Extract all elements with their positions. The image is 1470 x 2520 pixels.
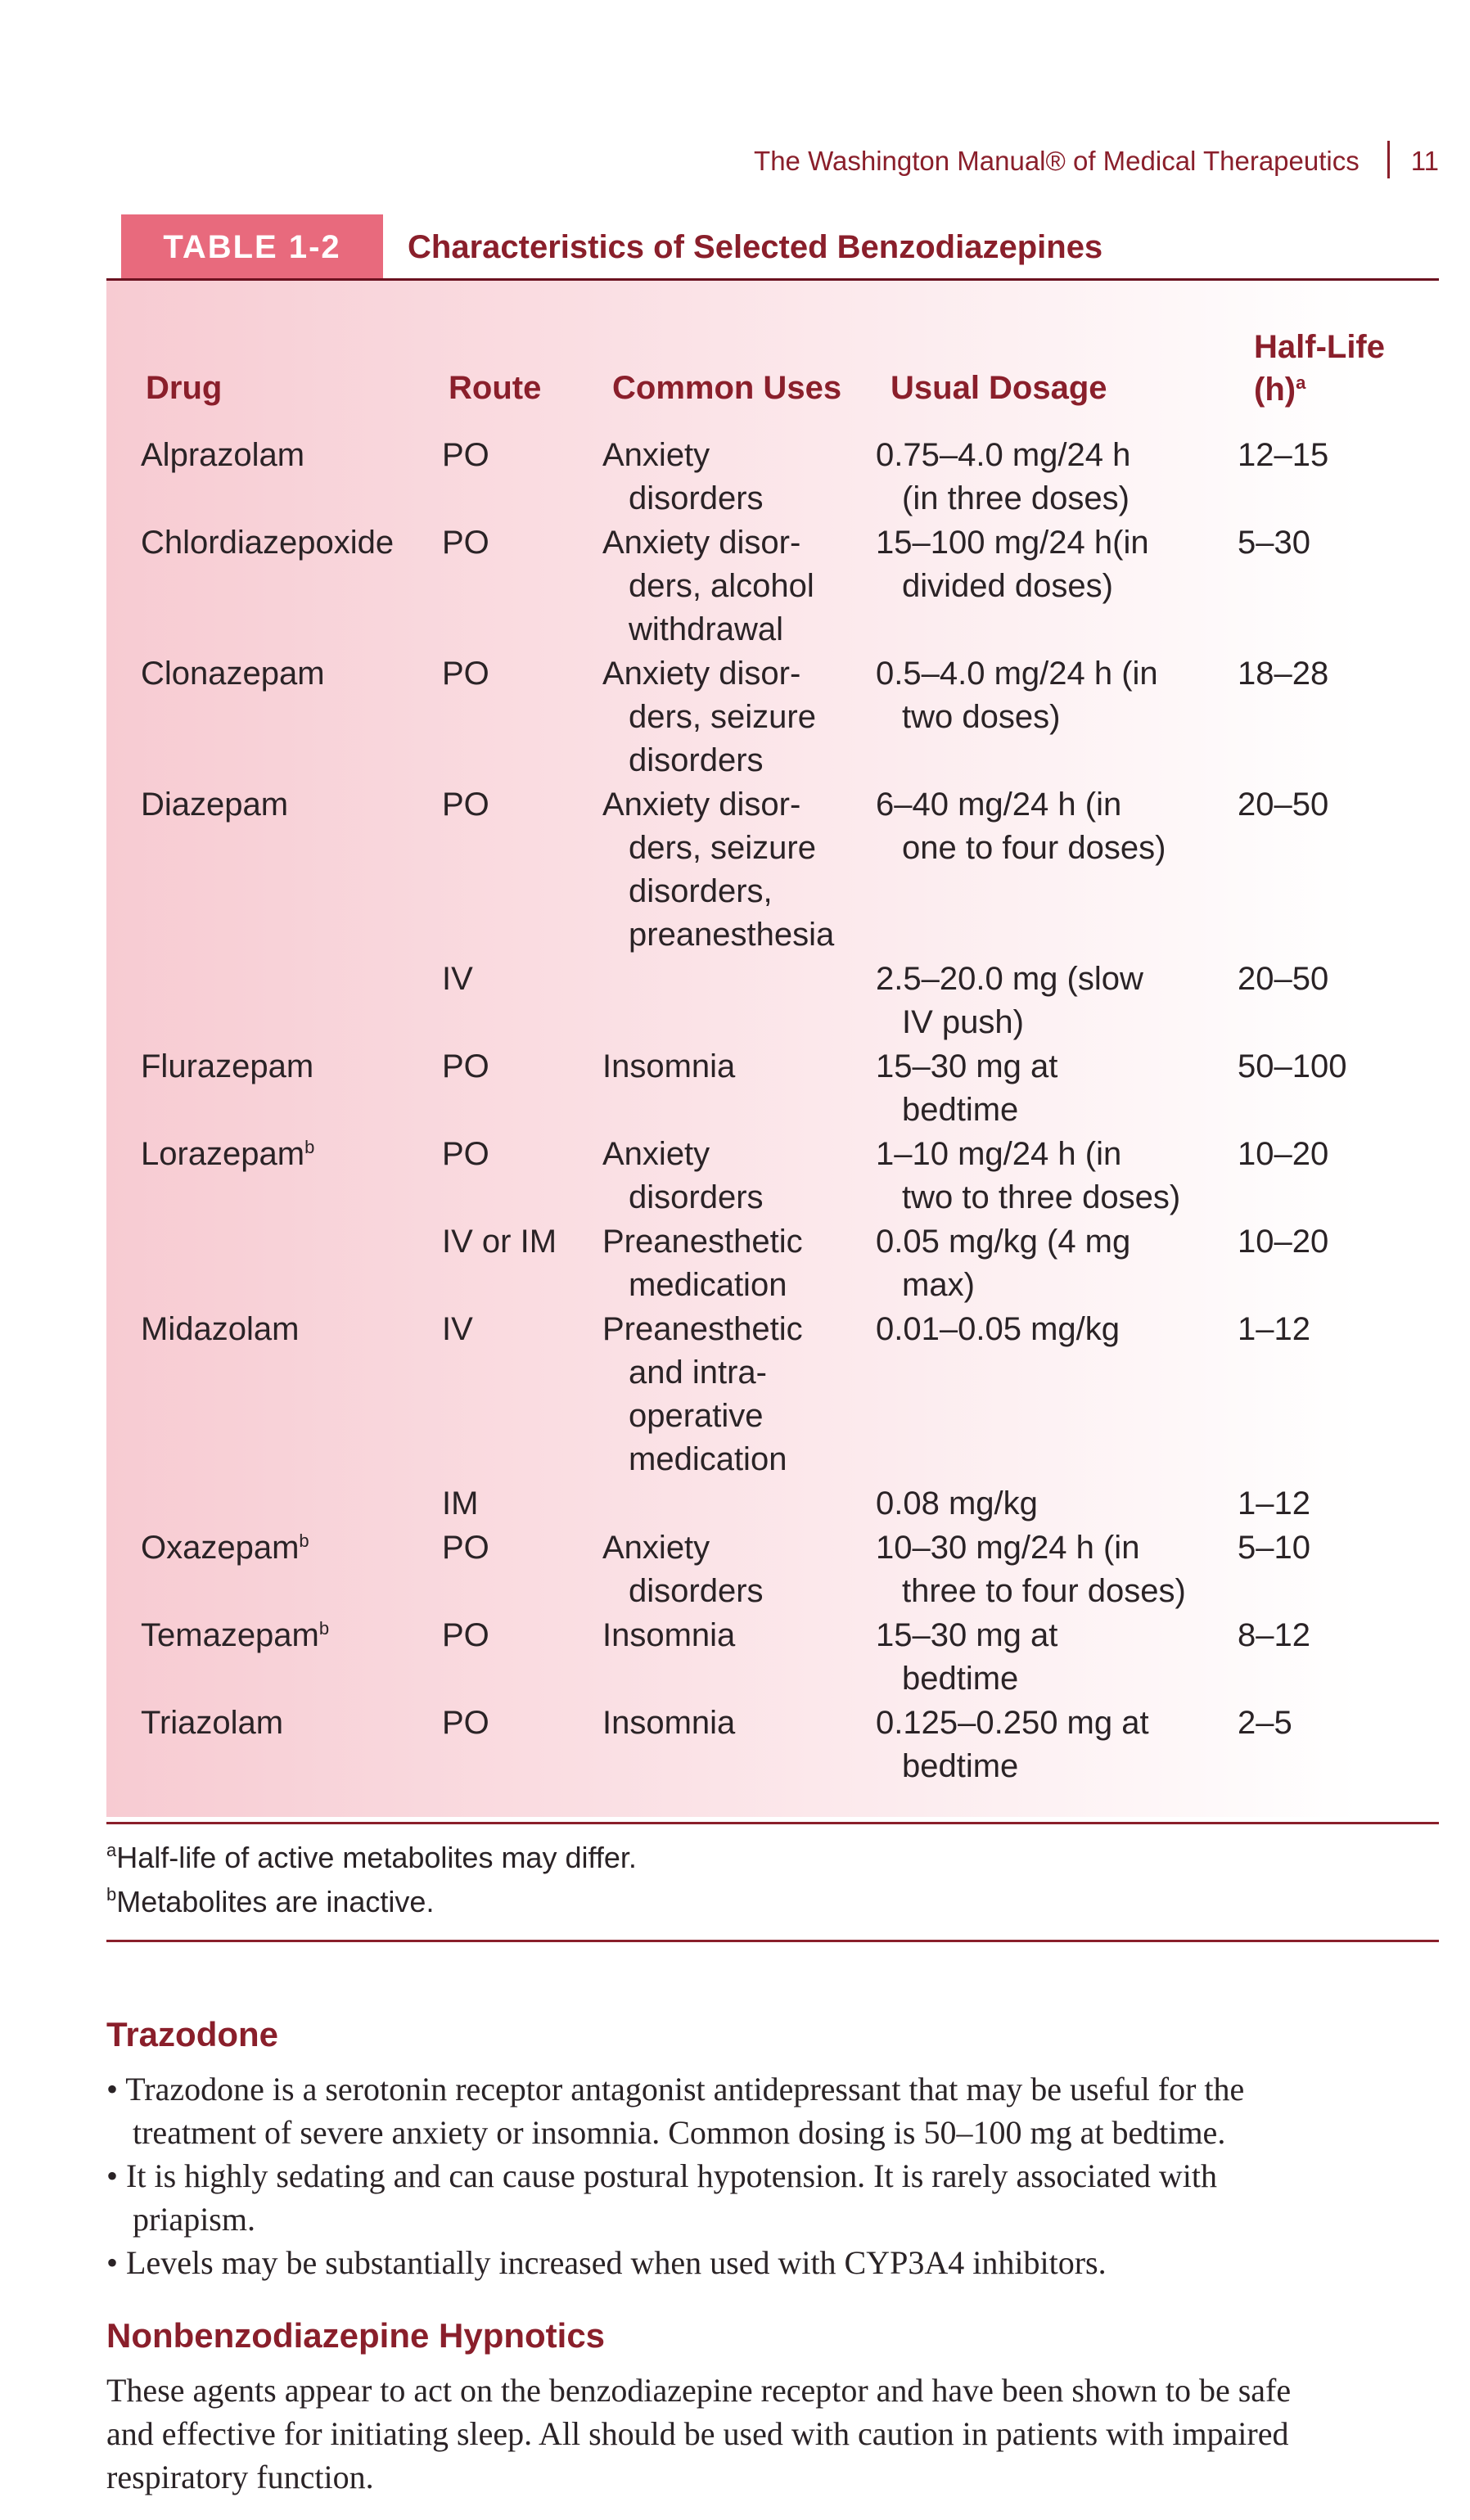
uses-line: Anxiety disor-	[602, 525, 801, 561]
drug-name: Oxazepam	[141, 1530, 300, 1566]
trazodone-heading: Trazodone	[106, 2015, 279, 2053]
cell-halflife: 10–20	[1238, 1136, 1329, 1172]
dosage-line: two to three doses)	[902, 1179, 1181, 1215]
cell-drug	[141, 1702, 283, 1745]
table-header-bar	[121, 214, 1439, 280]
cell-drug	[141, 1526, 309, 1570]
footnote-a-mark: a	[106, 1840, 117, 1860]
cell-halflife: 50–100	[1238, 1048, 1347, 1084]
footnote-b-text: Metabolites are inactive.	[116, 1885, 435, 1918]
cell-route: IV or IM	[442, 1224, 557, 1260]
cell-halflife: 20–50	[1238, 961, 1329, 997]
dosage-line: 15–30 mg at	[876, 1617, 1058, 1653]
trazodone-bullet-1: • Trazodone is a serotonin receptor antagonist antidepressant that may be useful for the treatment of severe anxiety or insomnia. Common dosing is 50–100 mg at bedtime.	[106, 2067, 1439, 2154]
cell-dosage	[876, 1702, 1149, 1788]
cell-route: PO	[442, 525, 489, 561]
cell-uses	[602, 521, 814, 651]
cell-uses	[602, 1614, 735, 1657]
dosage-line: 0.05 mg/kg (4 mg	[876, 1224, 1131, 1260]
dosage-line: bedtime	[902, 1661, 1019, 1697]
dosage-line: max)	[902, 1267, 975, 1303]
footnote-rule	[106, 1940, 1439, 1942]
table-title: Characteristics of Selected Benzodiazepines	[408, 229, 1103, 265]
book-title: The Washington Manual® of Medical Therapeutics	[754, 146, 1360, 176]
cell-uses	[602, 1045, 735, 1089]
dosage-line: two doses)	[902, 699, 1061, 735]
cell-halflife: 1–12	[1238, 1311, 1310, 1347]
cell-halflife: 18–28	[1238, 656, 1329, 692]
cell-route: IV	[442, 961, 473, 997]
drug-sup: b	[304, 1137, 315, 1157]
dosage-line: 0.08 mg/kg	[876, 1485, 1038, 1521]
cell-dosage	[876, 1526, 1186, 1613]
uses-line: Insomnia	[602, 1617, 736, 1653]
uses-line: disorders	[629, 1179, 764, 1215]
dosage-line: 15–100 mg/24 h(in	[876, 525, 1149, 561]
halflife-label: Half-Life	[1254, 329, 1385, 365]
uses-line: Anxiety disor-	[602, 656, 801, 692]
col-header-halflife	[1254, 326, 1385, 411]
cell-dosage	[876, 1220, 1130, 1307]
cell-halflife: 8–12	[1238, 1617, 1310, 1653]
trazodone-bullet-3: • Levels may be substantially increased when used with CYP3A4 inhibitors.	[106, 2244, 1107, 2281]
dosage-line: (in three doses)	[902, 480, 1130, 516]
para-line-2: and effective for initiating sleep. All should be used with caution in patients with impaired	[106, 2415, 1289, 2452]
drug-sup: b	[318, 1618, 330, 1639]
uses-line: Anxiety	[602, 1530, 710, 1566]
page-number: 11	[1410, 146, 1439, 176]
cell-uses	[602, 783, 834, 957]
cell-dosage	[876, 434, 1130, 521]
cell-dosage	[876, 521, 1149, 608]
cell-drug	[141, 1133, 314, 1176]
dosage-line: 0.5–4.0 mg/24 h (in	[876, 656, 1158, 692]
uses-line: Anxiety	[602, 1136, 710, 1172]
uses-line: medication	[629, 1267, 787, 1303]
cell-dosage	[876, 1614, 1057, 1701]
halflife-unit: (h)	[1254, 372, 1296, 408]
cell-route: PO	[442, 1530, 489, 1566]
cell-route: PO	[442, 1617, 489, 1653]
cell-dosage	[876, 783, 1166, 870]
uses-line: Insomnia	[602, 1048, 736, 1084]
cell-uses	[602, 652, 816, 782]
running-head	[754, 141, 1439, 178]
footnote-a-text: Half-life of active metabolites may differ.	[116, 1841, 637, 1874]
uses-line: operative	[629, 1398, 764, 1434]
col-header-uses: Common Uses	[612, 370, 842, 406]
cell-route: PO	[442, 1048, 489, 1084]
bullet-1-line-1: Trazodone is a serotonin receptor antagonist antidepressant that may be useful for the	[125, 2071, 1245, 2108]
dosage-line: bedtime	[902, 1748, 1019, 1784]
cell-halflife: 5–30	[1238, 525, 1310, 561]
footnote-b-mark: b	[106, 1884, 117, 1905]
cell-route: PO	[442, 787, 489, 823]
drug-name: Flurazepam	[141, 1048, 314, 1084]
uses-line: disorders	[629, 1573, 764, 1609]
uses-line: medication	[629, 1441, 787, 1477]
para-line-3: respiratory function.	[106, 2459, 374, 2495]
para-line-1: These agents appear to act on the benzodiazepine receptor and have been shown to be safe	[106, 2372, 1292, 2409]
cell-dosage	[876, 1308, 1120, 1351]
col-header-route: Route	[449, 370, 542, 406]
cell-drug	[141, 1614, 329, 1657]
head-separator	[1387, 141, 1390, 178]
dosage-line: 15–30 mg at	[876, 1048, 1058, 1084]
dosage-line: three to four doses)	[902, 1573, 1186, 1609]
dosage-line: bedtime	[902, 1092, 1019, 1128]
dosage-line: 10–30 mg/24 h (in	[876, 1530, 1140, 1566]
cell-route: PO	[442, 1705, 489, 1741]
cell-dosage	[876, 652, 1158, 739]
table-bottom-rule	[106, 1822, 1439, 1824]
uses-line: disorders	[629, 742, 764, 778]
bullet-2-line-2: priapism.	[133, 2201, 255, 2238]
drug-sup: b	[299, 1530, 309, 1551]
cell-route: IV	[442, 1311, 473, 1347]
uses-line: Preanesthetic	[602, 1311, 803, 1347]
drug-name: Triazolam	[141, 1705, 284, 1741]
dosage-line: 1–10 mg/24 h (in	[876, 1136, 1122, 1172]
uses-line: disorders,	[629, 873, 773, 909]
col-header-drug: Drug	[146, 370, 223, 406]
cell-drug	[141, 434, 304, 477]
cell-uses	[602, 1702, 735, 1745]
cell-drug	[141, 652, 325, 696]
drug-name: Diazepam	[141, 787, 289, 823]
cell-route: PO	[442, 656, 489, 692]
cell-route: PO	[442, 1136, 489, 1172]
dosage-line: 6–40 mg/24 h (in	[876, 787, 1122, 823]
dosage-line: divided doses)	[902, 568, 1113, 604]
uses-line: Preanesthetic	[602, 1224, 803, 1260]
cell-uses	[602, 1308, 803, 1481]
cell-drug	[141, 783, 288, 827]
cell-route: IM	[442, 1485, 479, 1521]
cell-halflife: 12–15	[1238, 437, 1329, 473]
uses-line: Insomnia	[602, 1705, 736, 1741]
table-header-rule	[106, 278, 1439, 281]
nonbenzo-heading: Nonbenzodiazepine Hypnotics	[106, 2316, 606, 2355]
uses-line: disorders	[629, 480, 764, 516]
trazodone-bullet-2: • It is highly sedating and can cause postural hypotension. It is rarely associated with priapism.	[106, 2154, 1439, 2241]
uses-line: withdrawal	[629, 611, 783, 647]
cell-halflife: 2–5	[1238, 1705, 1292, 1741]
dosage-line: 2.5–20.0 mg (slow	[876, 961, 1143, 997]
table-tag: TABLE 1-2	[121, 214, 383, 280]
halflife-sup: a	[1296, 372, 1306, 393]
bullet-1-line-2: treatment of severe anxiety or insomnia. Common dosing is 50–100 mg at bedtime.	[133, 2114, 1226, 2151]
uses-line: Anxiety	[602, 437, 710, 473]
cell-dosage	[876, 1482, 1038, 1526]
cell-uses	[602, 1526, 764, 1613]
cell-halflife: 10–20	[1238, 1224, 1329, 1260]
cell-dosage	[876, 958, 1143, 1044]
drug-name: Temazepam	[141, 1617, 319, 1653]
uses-line: ders, seizure	[629, 699, 816, 735]
cell-drug	[141, 521, 394, 565]
uses-line: preanesthesia	[629, 917, 835, 953]
cell-halflife: 20–50	[1238, 787, 1329, 823]
drug-name: Alprazolam	[141, 437, 305, 473]
cell-route: PO	[442, 437, 489, 473]
drug-name: Lorazepam	[141, 1136, 305, 1172]
col-header-dosage: Usual Dosage	[891, 370, 1107, 406]
cell-dosage	[876, 1133, 1180, 1219]
footnote-b	[106, 1881, 434, 1923]
dosage-line: 0.75–4.0 mg/24 h	[876, 437, 1131, 473]
drug-name: Midazolam	[141, 1311, 300, 1347]
uses-line: ders, seizure	[629, 830, 816, 866]
drug-name: Clonazepam	[141, 656, 325, 692]
cell-drug	[141, 1045, 313, 1089]
dosage-line: 0.125–0.250 mg at	[876, 1705, 1149, 1741]
dosage-line: one to four doses)	[902, 830, 1166, 866]
cell-halflife: 5–10	[1238, 1530, 1310, 1566]
footnote-a	[106, 1837, 637, 1879]
uses-line: ders, alcohol	[629, 568, 814, 604]
cell-uses	[602, 1133, 764, 1219]
cell-dosage	[876, 1045, 1057, 1132]
uses-line: Anxiety disor-	[602, 787, 801, 823]
drug-name: Chlordiazepoxide	[141, 525, 395, 561]
cell-drug	[141, 1308, 299, 1351]
cell-uses	[602, 1220, 803, 1307]
cell-uses	[602, 434, 764, 521]
nonbenzo-paragraph	[106, 2369, 1439, 2499]
dosage-line: IV push)	[902, 1004, 1024, 1040]
cell-halflife: 1–12	[1238, 1485, 1310, 1521]
dosage-line: 0.01–0.05 mg/kg	[876, 1311, 1120, 1347]
uses-line: and intra-	[629, 1355, 767, 1391]
bullet-2-line-1: It is highly sedating and can cause postural hypotension. It is rarely associated with	[126, 2157, 1218, 2194]
bullet-3-line-1: Levels may be substantially increased when used with CYP3A4 inhibitors.	[126, 2244, 1107, 2281]
